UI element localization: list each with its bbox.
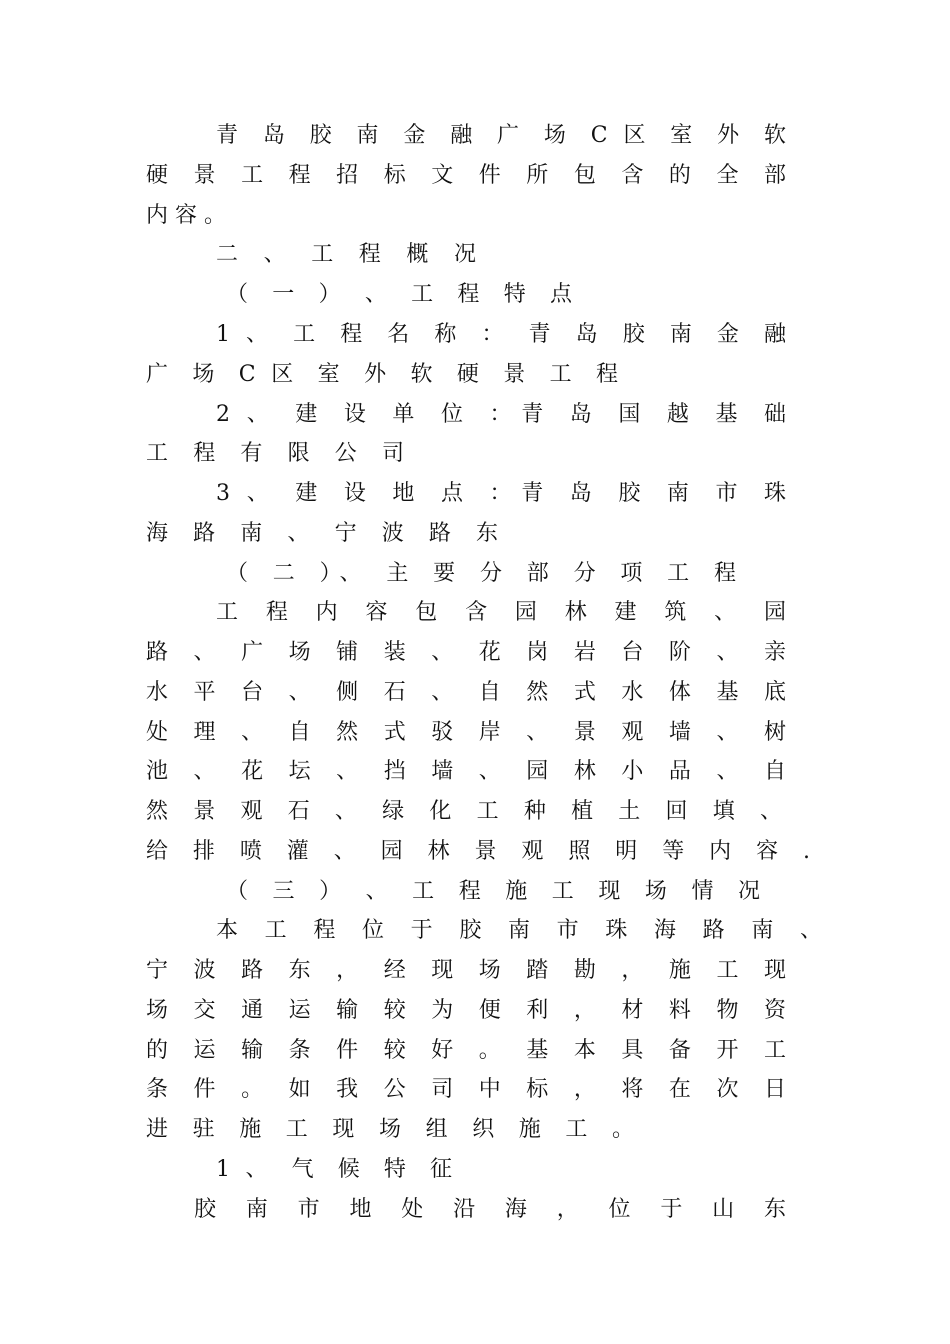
paragraph-line: 2 、 建 设 单 位 ：青 岛 国 越 基 础 <box>216 402 786 427</box>
paragraph-line: 处 理 、 自 然 式 驳 岸 、 景 观 墙 、 树 <box>146 720 786 745</box>
paragraph-line: 广 场 C 区 室 外 软 硬 景 工 程 <box>146 362 618 387</box>
paragraph-line: 给 排 喷 灌 、 园 林 景 观 照 明 等 内 容 . <box>146 839 810 864</box>
paragraph-line: 场 交 通 运 输 较 为 便 利 ， 材 料 物 资 <box>146 998 786 1023</box>
paragraph-line: 内 容 。 <box>146 203 226 228</box>
paragraph-line: 工 程 有 限 公 司 <box>146 441 404 466</box>
paragraph-line: 本 工 程 位 于 胶 南 市 珠 海 路 南 、 <box>216 918 822 943</box>
section-heading: 二 、 工 程 概 况 <box>216 242 476 267</box>
paragraph-line: 的 运 输 条 件 较 好 。 基 本 具 备 开 工 <box>146 1038 786 1063</box>
paragraph-line: 硬 景 工 程 招 标 文 件 所 包 含 的 全 部 <box>146 163 786 188</box>
subsection-heading: （ 一 ） 、 工 程 特 点 <box>226 282 572 307</box>
paragraph-line: 进 驻 施 工 现 场 组 织 施 工 。 <box>146 1117 634 1142</box>
paragraph-line: 3 、 建 设 地 点 ：青 岛 胶 南 市 珠 <box>216 481 786 506</box>
section-heading: 1 、 气 候 特 征 <box>216 1157 452 1182</box>
paragraph-line: 路 、 广 场 铺 装 、 花 岗 岩 台 阶 、 亲 <box>146 640 786 665</box>
subsection-heading: （ 三 ） 、 工 程 施 工 现 场 情 况 <box>226 879 760 904</box>
paragraph-line: 海 路 南 、 宁 波 路 东 <box>146 521 498 546</box>
subsection-heading: （ 二 ）、 主 要 分 部 分 项 工 程 <box>226 561 736 586</box>
paragraph-line: 条 件 。 如 我 公 司 中 标 ， 将 在 次 日 <box>146 1077 786 1102</box>
paragraph-line: 宁 波 路 东 ， 经 现 场 踏 勘 ， 施 工 现 <box>146 958 786 983</box>
paragraph-line: 青 岛 胶 南 金 融 广 场 C 区 室 外 软 <box>216 123 786 148</box>
paragraph-line: 胶 南 市 地 处 沿 海 ， 位 于 山 东 <box>194 1197 786 1222</box>
paragraph-line: 水 平 台 、 侧 石 、 自 然 式 水 体 基 底 <box>146 680 786 705</box>
paragraph-line: 池 、 花 坛 、 挡 墙 、 园 林 小 品 、 自 <box>146 759 786 784</box>
paragraph-line: 工 程 内 容 包 含 园 林 建 筑 、 园 <box>216 600 786 625</box>
paragraph-line: 1 、 工 程 名 称 ： 青 岛 胶 南 金 融 <box>216 322 786 347</box>
paragraph-line: 然 景 观 石 、 绿 化 工 种 植 土 回 填 、 <box>146 799 782 824</box>
